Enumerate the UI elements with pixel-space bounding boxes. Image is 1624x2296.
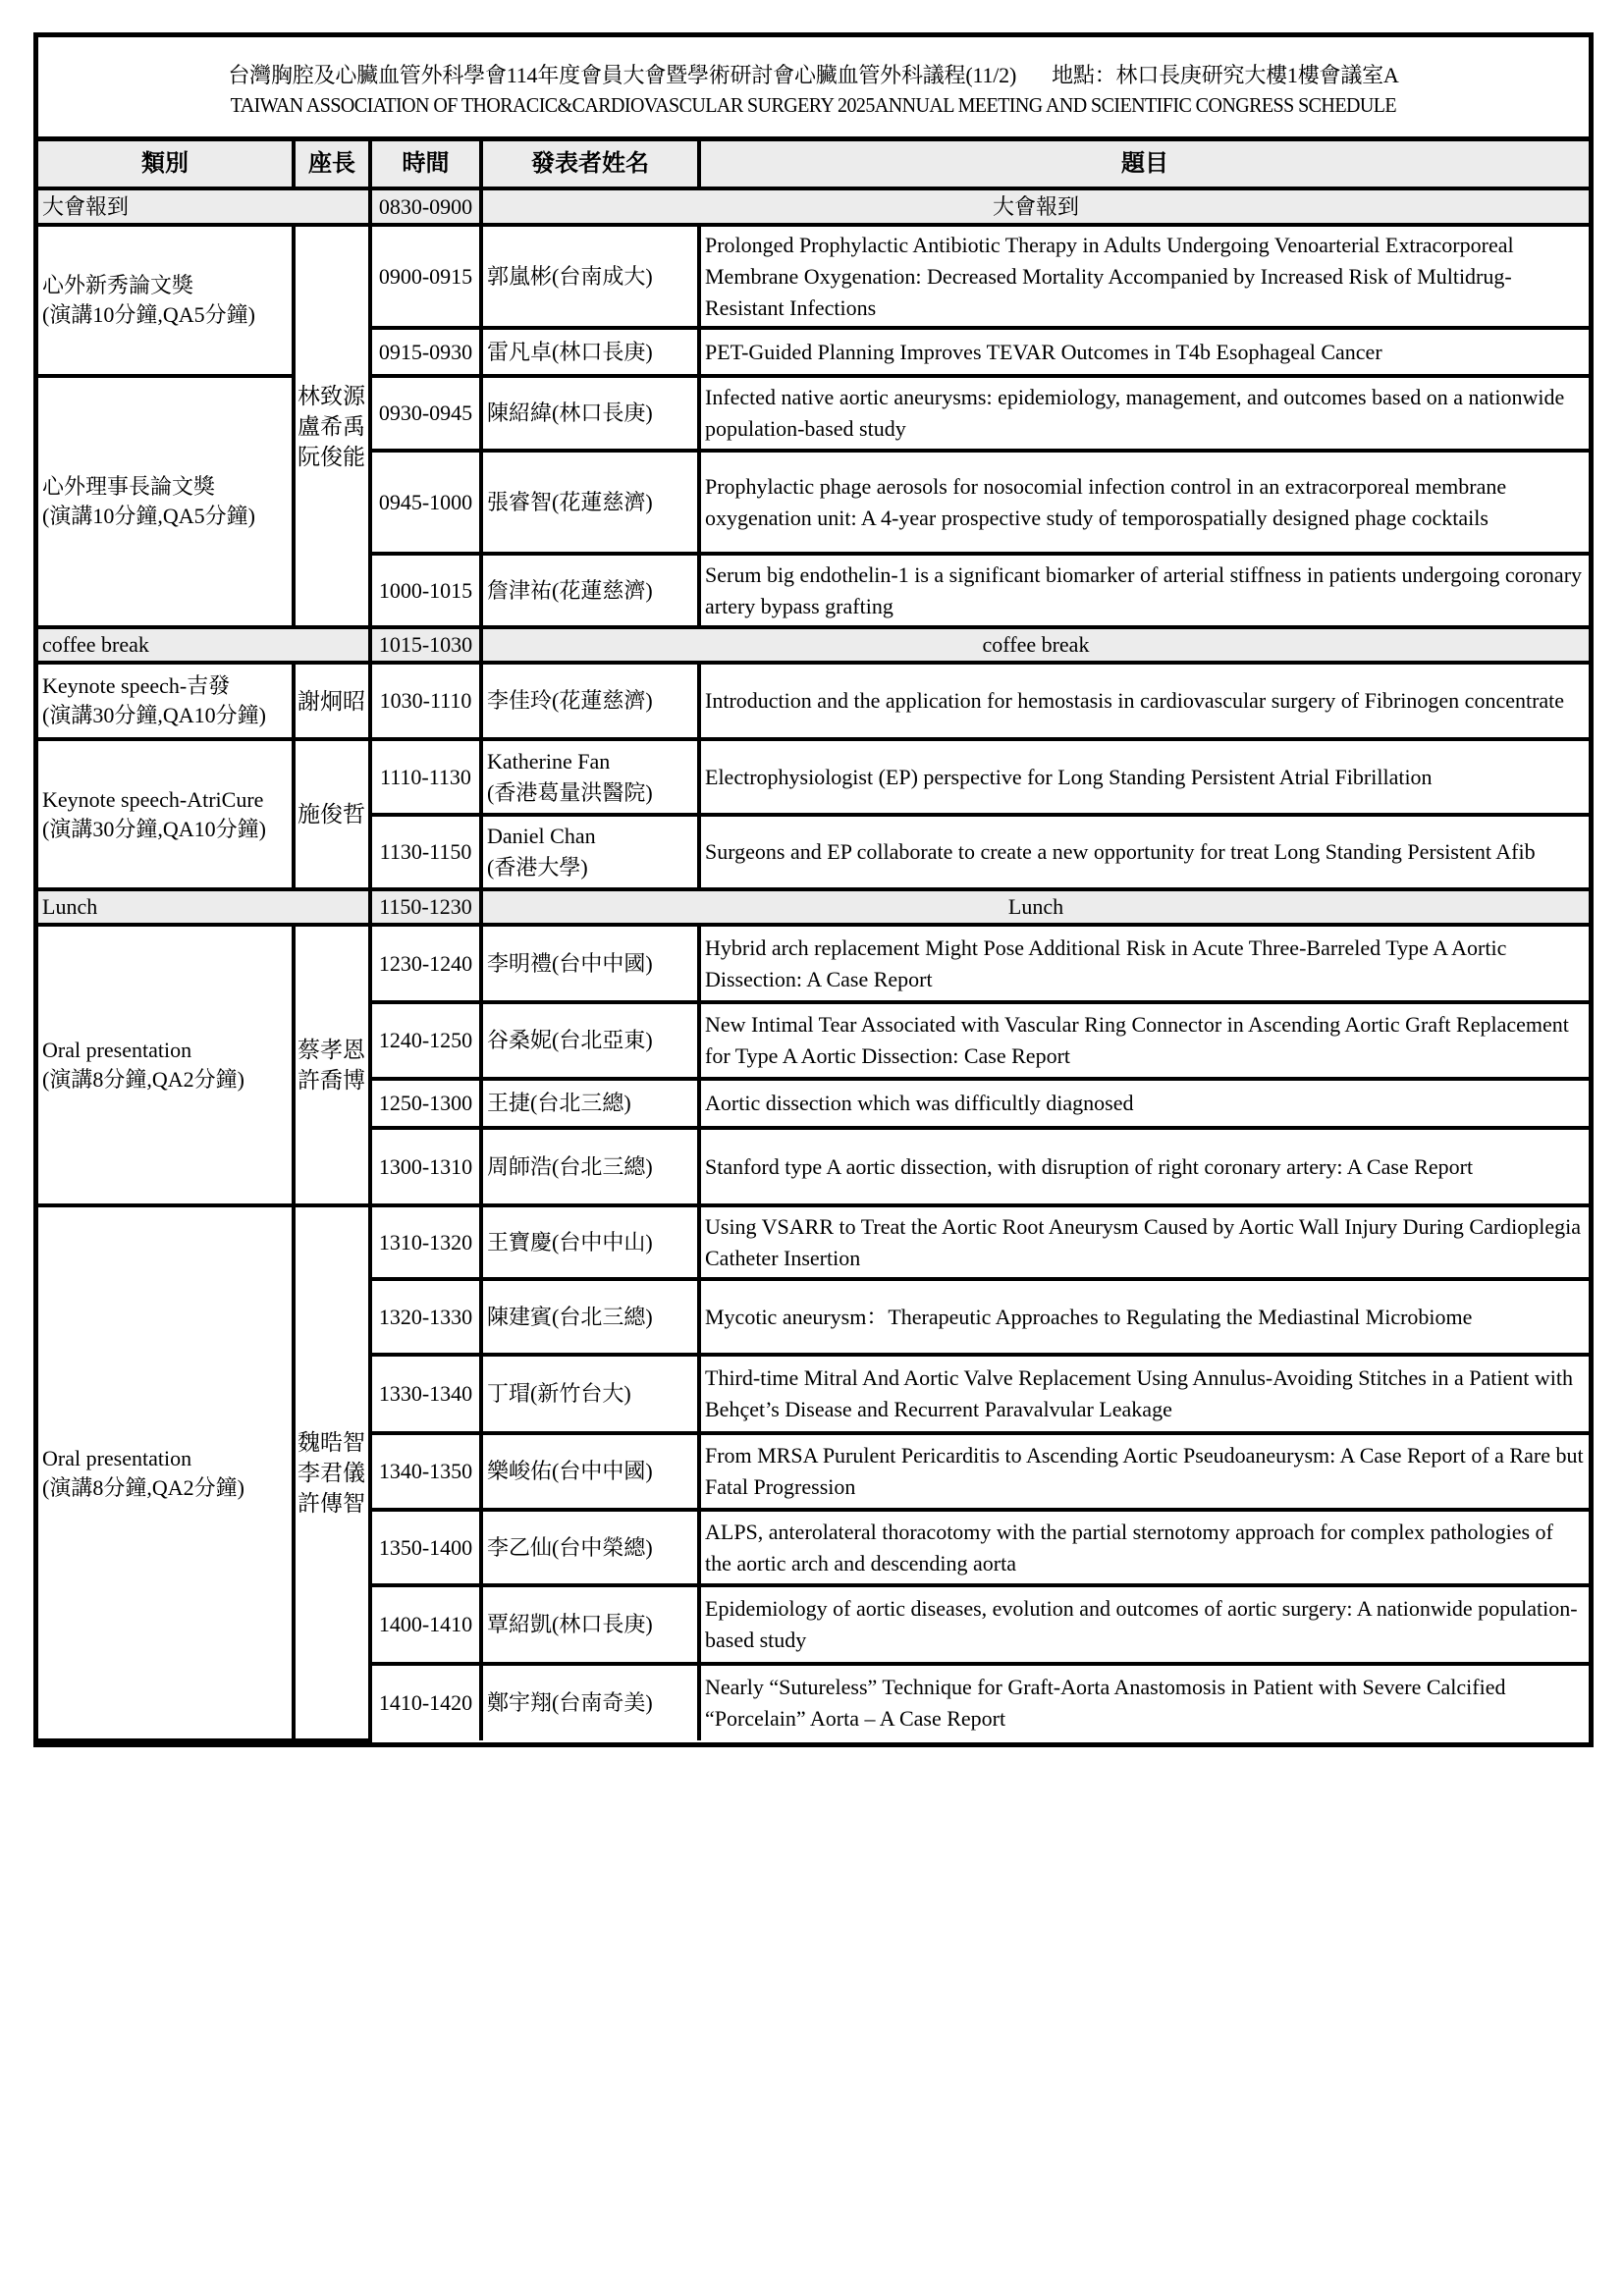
break-row-lunch — [38, 889, 1589, 925]
chair-name: 蔡孝恩 — [298, 1038, 365, 1062]
presenter-affiliation: (香港大學) — [487, 855, 588, 880]
talk-time: 0900-0915 — [370, 225, 481, 328]
talk-time: 1000-1015 — [370, 554, 481, 627]
talk-topic: ALPS, anterolateral thoracotomy with the partial sternotomy approach for complex pathologies of the aortic arch and descending aorta — [699, 1510, 1589, 1585]
talk-presenter: 覃紹凱(林口長庚) — [481, 1585, 699, 1664]
talk-topic: Stanford type A aortic dissection, with disruption of right coronary artery: A Case Report — [699, 1128, 1589, 1205]
session-format: (演講8分鐘,QA2分鐘) — [42, 1474, 244, 1500]
talk-presenter: 王寶慶(台中中山) — [481, 1205, 699, 1279]
session-chairs — [294, 663, 370, 739]
session-title: Keynote speech-吉發 — [42, 673, 231, 698]
table-row — [38, 1205, 1589, 1279]
chair-name: 許喬博 — [298, 1068, 365, 1093]
presenter-affiliation: (香港葛量洪醫院) — [487, 779, 653, 805]
session-format: (演講8分鐘,QA2分鐘) — [42, 1067, 244, 1092]
talk-topic: Infected native aortic aneurysms: epidemiology, management, and outcomes based on a nationwide population-based study — [699, 376, 1589, 451]
talk-presenter: 樂峻佑(台中中國) — [481, 1433, 699, 1510]
chair-name: 阮俊能 — [298, 444, 365, 469]
talk-time: 1230-1240 — [370, 925, 481, 1002]
break-label: coffee break — [481, 627, 1589, 663]
talk-time: 1330-1340 — [370, 1355, 481, 1433]
talk-time: 1400-1410 — [370, 1585, 481, 1664]
talk-topic: Nearly “Sutureless” Technique for Graft-Aorta Anastomosis in Patient with Severe Calcified “Porcelain” Aorta – A Case Report — [699, 1664, 1589, 1740]
presenter-name: Katherine Fan — [487, 748, 611, 774]
presenter-name: Daniel Chan — [487, 824, 596, 848]
talk-time: 1030-1110 — [370, 663, 481, 739]
talk-topic: Hybrid arch replacement Might Pose Additional Risk in Acute Three-Barreled Type A Aortic Dissection: A Case Report — [699, 925, 1589, 1002]
talk-time: 1300-1310 — [370, 1128, 481, 1205]
schedule-table — [38, 141, 1589, 1742]
col-header-time: 時間 — [370, 141, 481, 188]
title-en: TAIWAN ASSOCIATION OF THORACIC&CARDIOVASCULAR SURGERY 2025ANNUAL MEETING AND SCIENTIFIC CONGRESS SCHEDULE — [230, 93, 1397, 117]
session-chairs — [294, 925, 370, 1205]
break-category: coffee break — [38, 627, 370, 663]
talk-presenter: 王捷(台北三總) — [481, 1079, 699, 1128]
session-category — [38, 376, 294, 627]
talk-topic: Third-time Mitral And Aortic Valve Replacement Using Annulus-Avoiding Stitches in a Patient with Behçet’s Disease and Recurrent Paravalvular Leakage — [699, 1355, 1589, 1433]
talk-time: 1130-1150 — [370, 815, 481, 889]
session-title: Keynote speech-AtriCure — [42, 786, 264, 812]
talk-time: 1340-1350 — [370, 1433, 481, 1510]
talk-topic: Serum big endothelin-1 is a significant biomarker of arterial stiffness in patients undergoing coronary artery bypass grafting — [699, 554, 1589, 627]
session-format: (演講30分鐘,QA10分鐘) — [42, 816, 266, 841]
talk-topic: From MRSA Purulent Pericarditis to Ascending Aortic Pseudoaneurysm: A Case Report of a Rare but Fatal Progression — [699, 1433, 1589, 1510]
talk-time: 1250-1300 — [370, 1079, 481, 1128]
session-title: 心外理事長論文獎 — [42, 474, 216, 499]
chair-name: 許傳智 — [298, 1491, 365, 1516]
talk-presenter — [481, 739, 699, 815]
talk-time: 0915-0930 — [370, 328, 481, 376]
session-chairs — [294, 225, 370, 627]
talk-presenter: 李佳玲(花蓮慈濟) — [481, 663, 699, 739]
talk-presenter: 李明禮(台中中國) — [481, 925, 699, 1002]
chair-name: 魏晧智 — [298, 1430, 365, 1455]
session-chairs — [294, 739, 370, 889]
talk-time: 0945-1000 — [370, 451, 481, 554]
title-block — [38, 37, 1589, 141]
talk-topic: New Intimal Tear Associated with Vascular Ring Connector in Ascending Aortic Graft Replacement for Type A Aortic Dissection: Case Report — [699, 1002, 1589, 1079]
col-header-category: 類別 — [38, 141, 294, 188]
schedule-sheet — [33, 32, 1594, 1747]
talk-topic: Prolonged Prophylactic Antibiotic Therapy in Adults Undergoing Venoarterial Extracorporeal Membrane Oxygenation: Decreased Mortality Accompanied by Increased Risk of Multidrug-Resistant Infections — [699, 225, 1589, 328]
talk-topic: Using VSARR to Treat the Aortic Root Aneurysm Caused by Aortic Wall Injury During Cardioplegia Catheter Insertion — [699, 1205, 1589, 1279]
break-category: Lunch — [38, 889, 370, 925]
break-row-coffee — [38, 627, 1589, 663]
chair-name: 盧希禹 — [298, 413, 365, 439]
talk-time: 1350-1400 — [370, 1510, 481, 1585]
talk-time: 1320-1330 — [370, 1279, 481, 1355]
table-header-row — [38, 141, 1589, 188]
talk-topic: Surgeons and EP collaborate to create a new opportunity for treat Long Standing Persistent Afib — [699, 815, 1589, 889]
talk-presenter: 張睿智(花蓮慈濟) — [481, 451, 699, 554]
session-title: Oral presentation — [42, 1445, 192, 1470]
title-zh: 台灣胸腔及心臟血管外科學會114年度會員大會暨學術研討會心臟血管外科議程(11/2) — [228, 63, 1017, 87]
table-row — [38, 739, 1589, 815]
talk-presenter: 郭嵐彬(台南成大) — [481, 225, 699, 328]
chair-name: 李君儀 — [298, 1461, 365, 1485]
title-zh-line — [38, 61, 1589, 90]
table-row — [38, 376, 1589, 451]
talk-presenter: 詹津祐(花蓮慈濟) — [481, 554, 699, 627]
chair-name: 施俊哲 — [298, 802, 365, 827]
session-title: 心外新秀論文獎 — [42, 273, 194, 297]
talk-presenter: 丁瑁(新竹台大) — [481, 1355, 699, 1433]
session-format: (演講10分鐘,QA5分鐘) — [42, 504, 255, 528]
talk-time: 0930-0945 — [370, 376, 481, 451]
talk-presenter: 周師浩(台北三總) — [481, 1128, 699, 1205]
talk-topic: Prophylactic phage aerosols for nosocomial infection control in an extracorporeal membrane oxygenation unit: A 4-year prospective study of temporospatially designed phage cocktails — [699, 451, 1589, 554]
break-time: 1015-1030 — [370, 627, 481, 663]
break-time: 0830-0900 — [370, 188, 481, 225]
talk-presenter: 陳建賓(台北三總) — [481, 1279, 699, 1355]
session-category — [38, 225, 294, 376]
talk-presenter: 陳紹緯(林口長庚) — [481, 376, 699, 451]
session-format: (演講10分鐘,QA5分鐘) — [42, 302, 255, 327]
table-row — [38, 225, 1589, 328]
session-category — [38, 1205, 294, 1740]
talk-presenter: 李乙仙(台中榮總) — [481, 1510, 699, 1585]
talk-presenter: 鄭宇翔(台南奇美) — [481, 1664, 699, 1740]
break-row-registration — [38, 188, 1589, 225]
session-category — [38, 925, 294, 1205]
session-category — [38, 739, 294, 889]
col-header-topic: 題目 — [699, 141, 1589, 188]
talk-presenter: 雷凡卓(林口長庚) — [481, 328, 699, 376]
talk-time: 1410-1420 — [370, 1664, 481, 1740]
talk-presenter: 谷桑妮(台北亞東) — [481, 1002, 699, 1079]
break-label: Lunch — [481, 889, 1589, 925]
talk-time: 1310-1320 — [370, 1205, 481, 1279]
break-label: 大會報到 — [481, 188, 1589, 225]
talk-topic: Introduction and the application for hemostasis in cardiovascular surgery of Fibrinogen concentrate — [699, 663, 1589, 739]
session-chairs — [294, 1205, 370, 1740]
talk-presenter — [481, 815, 699, 889]
chair-name: 謝炯昭 — [298, 688, 365, 714]
session-category — [38, 663, 294, 739]
table-row — [38, 663, 1589, 739]
talk-topic: Epidemiology of aortic diseases, evolution and outcomes of aortic surgery: A nationwide population-based study — [699, 1585, 1589, 1664]
talk-time: 1240-1250 — [370, 1002, 481, 1079]
talk-topic: Mycotic aneurysm：Therapeutic Approaches to Regulating the Mediastinal Microbiome — [699, 1279, 1589, 1355]
col-header-presenter: 發表者姓名 — [481, 141, 699, 188]
talk-topic: Aortic dissection which was difficultly diagnosed — [699, 1079, 1589, 1128]
break-time: 1150-1230 — [370, 889, 481, 925]
col-header-chair: 座長 — [294, 141, 370, 188]
session-title: Oral presentation — [42, 1038, 192, 1062]
table-row — [38, 925, 1589, 1002]
talk-time: 1110-1130 — [370, 739, 481, 815]
chair-name: 林致源 — [298, 383, 365, 408]
session-format: (演講30分鐘,QA10分鐘) — [42, 703, 266, 727]
venue-location: 地點：林口長庚研究大樓1樓會議室A — [1052, 63, 1399, 87]
title-en-line — [38, 90, 1589, 120]
talk-topic: PET-Guided Planning Improves TEVAR Outcomes in T4b Esophageal Cancer — [699, 328, 1589, 376]
break-category: 大會報到 — [38, 188, 370, 225]
talk-topic: Electrophysiologist (EP) perspective for Long Standing Persistent Atrial Fibrillation — [699, 739, 1589, 815]
